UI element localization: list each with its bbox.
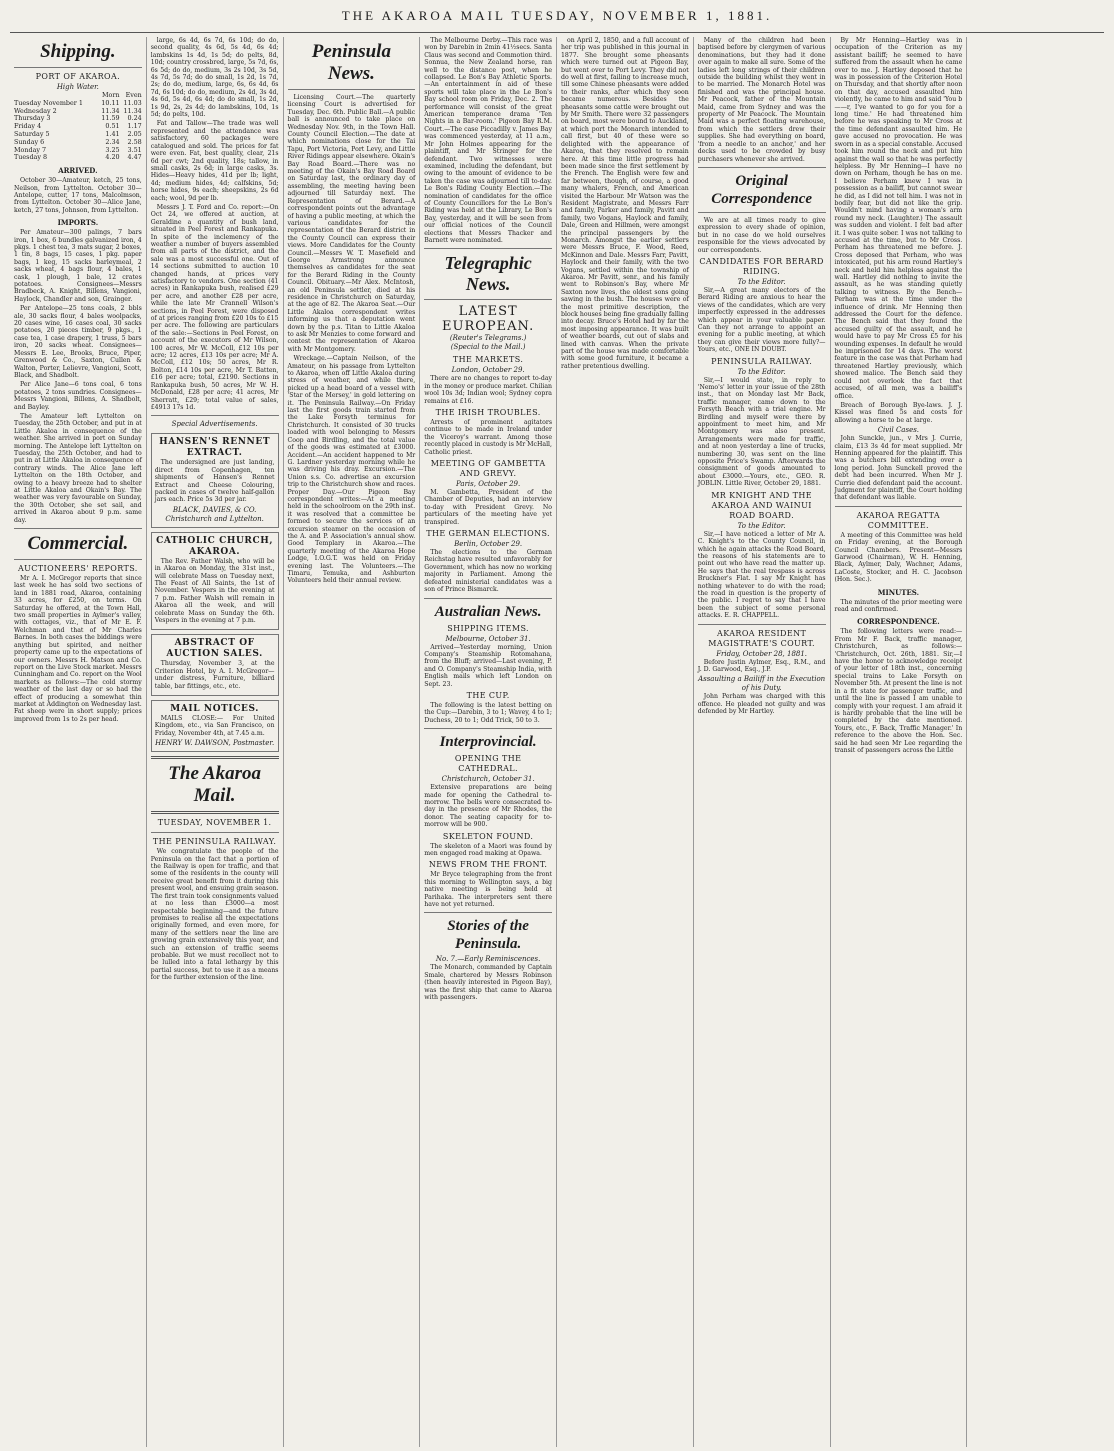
- auction-advert: [151, 634, 279, 696]
- civil-cases-heading: Civil Cases.: [877, 426, 920, 435]
- commercial-text: Mr A. I. McGregor reports that since last week he has sold two sections of land in 1881 road, Akaroa, containing 33 acres, for £250, on terms. On Saturday he offered, at the Town Hall, two small properties in Aylmer's valley, with cottages, viz., that of Mr E. F. Welchman and that of Mr Charles Barnes. In both cases the biddings were anything but spirited, and neither property came up to the expectations of our owners. Messrs H. Matson and Co. report on the Live Stock market. Messrs Cunningham and Co. report on the Wool markets as follows:—The cold stormy weather of the last day or so had the effect of producing a somewhat thin market at Addington on Wednesday last. Fat sheep were in short supply; prices improved from 1s to 2s per head.: [14, 575, 142, 723]
- tide-morn: 10.11: [101, 98, 120, 107]
- stories-heading: Stories of the Peninsula.: [447, 918, 529, 953]
- cathedral-heading: OPENING THE CATHEDRAL.: [454, 754, 522, 774]
- column-5: [557, 37, 694, 1447]
- divider: [151, 811, 279, 814]
- church-advert: [151, 532, 279, 631]
- column-2: [147, 37, 284, 1447]
- railway-letter-heading: PENINSULA RAILWAY.: [711, 356, 813, 366]
- shipping-news-text: The Amateur left Lyttelton on Tuesday, the 25th October, and put in at Little Akaloa in consequence of the weather. She arrived in port on Sunday morning. The Antelope left Lyttelton on Tuesday, the 25th October, and had to put in at Little Akaloa in consequence of contrary winds. The Alice Jane left Lyttelton on the 18th October, and owing to a heavy breeze had to shelter at Little Akaloa and Okain's Bay. The weather was very favourable on Sunday, the 30th October, she set sail, and arrived in Akaroa about 9 p.m. same day.: [14, 412, 142, 524]
- mail-heading: MAIL NOTICES.: [170, 704, 259, 715]
- tide-morn: 2.34: [105, 137, 120, 146]
- column-6: [694, 37, 831, 1447]
- mail-text: MAILS CLOSE:— For United Kingdom, etc., via San Francisco, on Friday, November 4th, at 7.45 a.m.: [154, 715, 275, 737]
- candidates-text: Sir,—A great many electors of the Berard Riding are anxious to hear the views of the candidates, which are very imperfectly expressed in the addresses which appear in your valuable paper. Can they not arrange to appoint an evening for a public meeting, at which they can give their views more fully?—Yours, etc., ONE IN DOUBT.: [697, 286, 826, 354]
- telegraphic-heading: Telegraphic News.: [444, 253, 532, 295]
- front-heading: NEWS FROM THE FRONT.: [428, 860, 548, 870]
- reuter-label: (Reuter's Telegrams.): [449, 334, 527, 343]
- christchurch-dateline: Christchurch, October 31.: [441, 775, 535, 784]
- port-heading: PORT OF AKAROA.: [35, 72, 121, 81]
- imports-text-3: Per Alice Jane—6 tons coal, 6 tons potatoes, 2 tons sundries. Consignees—Messrs Vangioni, Billens, A. Shadbolt, and Bayley.: [14, 381, 142, 411]
- correspondence-heading: CORRESPONDENCE.: [857, 617, 940, 627]
- gambetta-heading: MEETING OF GAMBETTA AND GREVY.: [430, 459, 546, 479]
- latest-european-heading: LATEST EUROPEAN.: [442, 304, 535, 335]
- minutes-text: The minutes of the prior meeting were read and confirmed.: [834, 598, 963, 614]
- german-heading: THE GERMAN ELECTIONS.: [426, 529, 551, 539]
- peninsula-news-heading: Peninsula News.: [311, 41, 391, 84]
- divider: [698, 167, 826, 168]
- regatta-heading: AKAROA REGATTA COMMITTEE.: [856, 510, 941, 530]
- tide-morn: 4.20: [105, 153, 120, 162]
- imports-heading: IMPORTS.: [57, 218, 99, 228]
- church-heading: CATHOLIC CHURCH, AKAROA.: [156, 535, 274, 557]
- tide-col-even: Even: [125, 91, 142, 99]
- tide-even: 11.34: [123, 106, 142, 115]
- divider: [698, 624, 826, 625]
- original-correspondence-heading: Original Correspondence: [711, 172, 813, 207]
- london-dateline: London, October 29.: [451, 366, 525, 375]
- tide-morn: 11.34: [101, 106, 120, 115]
- special-ads-heading: Special Advertisements.: [171, 420, 258, 429]
- tide-morn: 1.41: [105, 129, 120, 138]
- australian-news-heading: Australian News.: [434, 603, 542, 620]
- column-8: [967, 37, 1104, 1447]
- cathedral-text: Extensive preparations are being made for opening the Cathedral to-morrow. The bells were consecrated to-day in the presence of Mr Rhodes, the donor. The seating capacity for to-morrow will be 900.: [424, 784, 552, 829]
- irish-text: Arrests of prominent agitators continue to be made in Ireland under the Viceroy's warrant. Among those recently placed in custody is Mr McHall, Catholic priest.: [424, 419, 552, 456]
- columns: [10, 37, 1104, 1447]
- stories-continued-text: on April 2, 1850, and a full account of her trip was published in this journal in 1877. She brought some pheasants which were turned out at Pigeon Bay, but went over to Port Levy. They did not do well at first, failing to increase much, till some Chinese pheasants were added to their ranks, after which they soon became numerous. Besides the pheasants some cattle were brought out by Mr Smith. There were 32 passengers on board, most were bound to Auckland, at which port the Monarch intended to call first, but 40 of these were so delighted with the appearance of Akaroa, that they resolved to remain here. At this time little progress had been made since the first settlement by the French. The English were few and far between, though, of course, a good many whalers, French, and American visited the Harbour. Mr Watson was the Resident Magistrate, and Messrs Farr and family, Parker and family, Pavitt and family, two Vogans, Haylock and family, Dale, Green and Hillmen, were amongst the principal passengers by the Monarch. Amongst the earlier settlers were Messrs Bruce, F. Wood, Reed, McKinnon and Dale. Messrs Farr, Pavitt, Haylock and their family, with the two Vogans, settled within the township of Akaroa. Mr Pavitt, senr., and his family went to Robinson's Bay, where Mr Saxton now lives, the oldest sons going sawing in the bush. The houses were of the most primitive description, the block houses being fine gradually falling into decay. Bruce's Hotel had by far the most imposing appearance. It was built of weather boards, cut out of slabs and lined with canvas. When the private part of the house was made comfortable with some good furniture, it became a rather pretentious dwelling.: [561, 37, 689, 370]
- civil-cases-text: John Sunckle, jun., v Mrs J. Currie, claim, £13 3s 4d for meat supplied. Mr Henning appeared for the plaintiff. This was a butchers bill extending over a long period. John Sunckell proved the debt had been incurred. When Mr J. Currie died defendant paid the account. Judgment for plaintiff, the Court holding that defendant was liable.: [834, 435, 963, 502]
- tide-even: 2.58: [127, 137, 142, 146]
- column-1: [10, 37, 147, 1447]
- markets-text: There are no changes to report to-day in the money or produce market. Chilian wool 10s 3d; Indian wool; Sydney copra remains at £16.: [424, 375, 552, 405]
- stories-subheading: No. 7.—Early Reminiscences.: [435, 955, 541, 964]
- cup-heading: THE CUP.: [466, 690, 510, 700]
- tide-even: 2.05: [127, 129, 142, 138]
- column-7: [831, 37, 968, 1447]
- mail-signature: HENRY W. DAWSON, Postmaster.: [155, 739, 275, 748]
- arrived-heading: ARRIVED.: [58, 166, 98, 176]
- mail-advert: [151, 700, 279, 752]
- front-text: Mr Bryce telegraphing from the front this morning to Wellington says, a big native meeting is being held at Parihaka. The interpreters sent there have not yet returned.: [424, 871, 552, 909]
- masthead: THE AKAROA MAIL TUESDAY, NOVEMBER 1, 1881.: [10, 0, 1104, 33]
- disclaimer-text: We are at all times ready to give expression to every shade of opinion, but in no case do we hold ourselves responsible for the views advocated by our correspondents.: [697, 216, 826, 254]
- divider: [424, 598, 552, 599]
- rm-court-subheading: Assaulting a Bailiff in the Execution of his Duty.: [698, 675, 826, 693]
- tide-row: [14, 154, 142, 162]
- railway-heading: THE PENINSULA RAILWAY.: [152, 837, 277, 847]
- knight-heading: MR KNIGHT AND THE AKAROA AND WAINUI ROAD BOARD.: [711, 490, 813, 520]
- tide-day: Monday 7: [14, 145, 47, 154]
- auctioneers-heading: AUCTIONEERS' REPORTS.: [17, 564, 138, 574]
- skeleton-text: The skeleton of a Maori was found by men engaged road making at Opawa.: [424, 842, 552, 857]
- minutes-heading: MINUTES.: [877, 587, 920, 597]
- issue-date: TUESDAY, NOVEMBER 1.: [157, 818, 272, 828]
- imports-text-2: Per Antelope—25 tons coals, 2 bbls ale, 30 sacks flour, 4 bales woolpacks, 20 cases wine, 16 cases coal, 30 sacks potatoes, 20 pieces timber, 9 pkgs., 1 case tea, 1 case drapery, 1 truss, 5 bars iron, 20 sacks wheat. Consignees—Messrs E. Lee, Brooks, Bruce, Piper, Grenwood & Co., Saxton, Cullen & Walton, Porter, Lelievre, Vangioni, Scott, Black, and Shadbolt.: [14, 305, 142, 379]
- imports-text: Per Amateur—300 palings, 7 bars iron, 1 box, 6 bundles galvanized iron, 4 pkgs. 1 chest tea, 3 mats sugar, 2 boxes, 1 tin, 8 bags, 15 cases, 1 pkg. paper bags, 1 keg, 15 sacks barleymeal, 2 sacks wheat, 4 bags flour, 4 bales, 1 cask, 1 plough, 1 bale, 12 crates potatoes. Consignees—Messrs Bradbeck, A. Knight, Billens, Vangioni, Haylock, Chandler and son, Grainger.: [14, 229, 142, 303]
- to-editor-label: To the Editor.: [737, 277, 786, 286]
- tide-day: Tuesday 8: [14, 153, 48, 162]
- cup-text: The following is the latest betting on the Cup:—Darebin, 3 to 1; Wavey, 4 to 1; Duchess, 20 to 1; Odd Trick, 50 to 3.: [424, 701, 552, 724]
- fat-tallow-text: Fat and Tallow—The trade was well represented and the attendance was satisfactory, 60 packages were catalogued and sold. The prices for fat were even. Fat, best quality, clear, 21s 6d per cwt; 2nd quality, 18s; tallow, in small casks, 2s 6d; in large casks, 3s. Hides—Heavy hides, 41d per lb; light, 4d; medium hides, 4d; calfskins, 5d; horse hides, 9s each; sheepskins, 2s 6d each; wool, 9d per lb.: [150, 120, 279, 202]
- divider: [14, 559, 142, 560]
- tide-col-morn: Morn: [102, 91, 120, 99]
- railway-letter-text: Sir,—I would state, in reply to 'Nemo's' letter in your issue of the 28th inst., that on Monday last Mr Back, traffic manager, came down to the Forsyth Beach with a trial engine. Mr Birdling and myself were there by appointment to meet him, and Mr Montgomery was also present. Arrangements were made for traffic, and at noon yesterday a line of trucks, numbering 30, was sent on the line opposite Price's Swamp. Afterwards the consignment of goods amounted to about £3000.—Yours, etc., GEO. R. JOBLIN. Little River, October 29, 1881.: [697, 376, 826, 488]
- tide-day: Thursday 3: [14, 114, 51, 123]
- skeleton-heading: SKELETON FOUND.: [442, 831, 534, 841]
- column-4: [420, 37, 557, 1447]
- melbourne-dateline: Melbourne, October 31.: [445, 634, 531, 643]
- commercial-heading: Commercial.: [27, 533, 129, 555]
- peninsula-news-text-2: Wreckage.—Captain Neilson, of the Amateur, on his passage from Lyttelton to Akaroa, when off Little Akaloa during stress of weather, and while there, picked up a head board of a vessel with 'Star of the Mersey,' in gold lettering on it. The Peninsula Railway.—On Friday last the first goods train started from the Lake Forsyth terminus for Christchurch. It consisted of 30 trucks loaded with wool belonging to Messrs Coop and Birdling, and the total value of the goods was estimated at £3000. Accident.—An accident happened to Mr G. Lardner yesterday morning while he was driving his dray. Excursion.—The Union s.s. Co. advertise an excursion trip to the Christchurch show and races. Proper Day.—Our Pigeon Bay correspondent writes:—At a meeting held in the schoolroom on the 29th inst. it was resolved that a committee be formed to secure the services of an excursion steamer on the occasion of the A. and P. Association's annual show. Good Templary in Akaroa.—The quarterly meeting of the Akaroa Hope Lodge, I.O.G.T. was held on Friday evening last. The Volunteers.—The Timaru, Temuka, and Ashburton Volunteers held their annual review.: [287, 355, 416, 585]
- rm-court-text: John Perham was charged with this offence. He pleaded not guilty and was defended by Mr Hartley.: [697, 693, 826, 716]
- tide-day: Saturday 5: [14, 129, 50, 138]
- paper-title: The Akaroa Mail.: [168, 763, 261, 807]
- regatta-text: A meeting of this Committee was held on Friday evening, at the Borough Council Chambers. Present—Messrs Garwood (Chairman), W. H. Henning, Black, Aylmer, Daly, Wachner, Adams, LaCoste, Stocker, and H. C. Jacobson (Hon. Sec.).: [834, 531, 963, 584]
- tide-day: Friday 4: [14, 122, 42, 131]
- church-text: The Rev. Father Walsh, who will be in Akaroa on Monday, the 31st inst., will celebrate Mass on Tuesday next, The Feast of All Saints, the 1st of November. Vespers in the evening at 7 p.m. Father Walsh will remain in Akaroa all the week, and will celebrate Mass on Sunday the 6th. Vespers in the evening at 7 p.m.: [154, 557, 275, 624]
- divider: [424, 728, 552, 729]
- tide-morn: 0.51: [105, 122, 120, 131]
- stories-text: The Monarch, commanded by Captain Smale, chartered by Messrs Robinson (then heavily interested in Pigeon Bay), was the first ship that came to Akaroa with passengers.: [424, 964, 552, 1002]
- auction-text: Thursday, November 3, at the Criterion Hotel, by A. I. McGregor—under distress, Furniture, billiard table, bar fittings, etc., etc.: [154, 660, 275, 690]
- railway-editorial: We congratulate the people of the Peninsula on the fact that a portion of the Railway is open for traffic, and that some of the residents in the county will receive great benefit from it during this present wool, and ensuing grain season. The first train took consignments valued at no less than £3000—a most respectable beginning—and the future promises to realise all the expectations originally formed, and even more, for many of the settlers near the line are growing grain extensively this year, and such an extension of traffic seems probable. But we must recollect not to be lulled into a fatal lethargy by this partial success, but to use it as a means for the further extension of the line.: [150, 848, 279, 982]
- rm-court-heading: AKAROA RESIDENT MAGISTRATE'S COURT.: [708, 628, 815, 648]
- divider: [288, 89, 416, 90]
- tide-even: 3.51: [127, 145, 142, 154]
- markets-heading: THE MARKETS.: [452, 355, 524, 365]
- rm-court-before: Before Justin Aylmer, Esq., R.M., and J. D. Garwood, Esq., J.P.: [697, 658, 826, 673]
- byelaws-text: Breach of Borough Bye-laws. J. J. Kissel was fined 5s and costs for allowing a horse to be at large.: [834, 401, 963, 424]
- tide-morn: 3.25: [105, 145, 120, 154]
- tide-even: 0.24: [127, 114, 142, 123]
- candidates-heading: CANDIDATES FOR BERARD RIDING.: [699, 256, 824, 276]
- divider: [14, 528, 142, 529]
- rm-court-date: Friday, October 28, 1881.: [716, 649, 808, 658]
- special-label: (Special to the Mail.): [450, 343, 526, 352]
- high-water-label: High Water.: [56, 83, 99, 91]
- ford-report-text: Messrs J. T. Ford and Co. report:—On Oct 24, we offered at auction, at Geraldine a quantity of bush land, situated in Peel Forest and Rankapuka. In spite of the inclemency of the weather a number of buyers assembled from all parts of the district, and the sale was a most successful one. Out of 14 sections submitted to auction 10 changed hands, at prices very satisfactory to vendors. One section (41 acres) in Rankapuka bush, realised £29 per acre, and another £28 per acre, while the late Mr Crannell Wilson's sections, in Peel Forest, were disposed of at prices ranging from £20 10s to £15 per acre. The following are particulars of the sale:—Sections in Peel Forest, on account of the executors of Mr Wilson, 100 acres, Mr W. McColl, £12 10s per acre; 12 acres, £13 10s per acre; Mr A. McColl, £12 10s; 50 acres, Mr R. Bolton, £14 10s per acre, Mr T. Batten, £16 per acre; total, £2190. Sections in Rankapuka bush, 50 acres, Mr W. H. McDonald, £28 per acre; 41 acres, Mr Sherratt, £29; total value of sales, £4913 17s 1d.: [150, 203, 279, 411]
- divider: [151, 415, 279, 416]
- shipping-items-text: Arrived—Yesterday morning, Union Company's Steamship Rotomahana, from the Bluff; arrived—Last evening, P. and O. Company's Steamship India, with English mails which left London on Sept. 23.: [424, 643, 552, 688]
- divider: [424, 299, 552, 300]
- tide-table: [14, 92, 142, 162]
- berlin-dateline: Berlin, October 29.: [454, 540, 523, 549]
- shipping-items-heading: SHIPPING ITEMS.: [447, 623, 529, 633]
- tide-day: Tuesday November 1: [14, 98, 83, 107]
- divider: [698, 212, 826, 213]
- auction-heading: ABSTRACT OF AUCTION SALES.: [166, 638, 263, 660]
- to-editor-label: To the Editor.: [737, 367, 786, 376]
- to-editor-label: To the Editor.: [737, 521, 786, 530]
- german-text: The elections to the German Reichstag have resulted unfavorably for Government, which has now no working majority in Parliament. Among the defeated ministerial candidates was a son of Prince Bismarck.: [424, 549, 552, 594]
- divider: [151, 832, 279, 833]
- knight-text: Sir,—I have noticed a letter of Mr A. C. Knight's to the County Council, in which he again attacks the Road Board, the reasons of his statements are to point out who have read the matter up. He says that the real trespass is across Bruckner's Flat. I say Mr Knight has nothing whatever to do with the road; the road in question is the property of the public. I regret to say that I have been the subject of some personal attacks. E. R. CHAPPELL.: [697, 530, 826, 620]
- hansen-signature: BLACK, DAVIES, & CO. Christchurch and Lyttelton.: [165, 505, 264, 523]
- tide-morn: 11.59: [101, 114, 120, 123]
- paris-dateline: Paris, October 29.: [456, 480, 521, 489]
- tide-day: Wednesday 2: [14, 106, 57, 115]
- local-news-text: The Melbourne Derby.—This race was won by Darebin in 2min 41½secs. Santa Claus was second and Commotion third. Sonnua, the New Zealand horse, ran well to the distance post, when he collapsed. Le Bon's Bay Athletic Sports.—An entertainment in aid of these sports will take place in the Le Bon's Bay school room on Friday, Dec. 2. The performance will consist of the great American temperance drama 'Ten Nights in a Bar-room.' Pigeon Bay R.M. Court.—The case Piccadilly v. James Bay was commenced yesterday, at 11 a.m., Mr John Holmes appearing for the plaintiff, and Mr Stringer for the defendant. Two witnesses were examined, including the defendant, but owing to the amount of evidence to be taken the case was adjourned till to-day. Le Bon's Riding County Election.—The nomination of candidates for the office of County Councillors for the Le Bon's Riding was held at the Library, Le Bon's Bay, yesterday, and it will be seen from our official notices of the Council elections that Messrs Thacker and Barnett were nominated.: [424, 37, 552, 244]
- peninsula-news-text: Licensing Court.—The quarterly licensing Court is advertised for Tuesday, Dec. 6th. Public Ball.—A public ball is announced to take place on Wednesday Nov. 9th, in the Town Hall. County Council Election.—The date at which nominations close for the Tai Tapu, Port Victoria, Port Levy, and Little River Ridings appear elsewhere. Okain's Bay Road Board.—There was no meeting of the Okain's Bay Road Board on Saturday last, the ordinary day of assembling, the meeting having been adjourned till Saturday next. The Representation of Berard.—A correspondent points out the advantage of having a public meeting, at which the various candidates for the representation of the Berard district in the County Council can express their views. More Candidates for the County Council.—Messrs W. T. Masefield and George Armstrong announce themselves as candidates for the seat for the Berard Riding in the County Council. Obituary.—Mr Alex. McIntosh, an old Peninsula settler, died at his residence in Christchurch on Saturday, at the age of 82. The Akaroa Seat.—Our Little Akaloa correspondent writes informing us that a deputation went down by the p.s. Titan to Little Akaloa to ask Mr Menzies to come forward and contest the representation of Akaroa with Mr Montgomery.: [287, 94, 416, 353]
- shipping-heading: Shipping.: [40, 41, 116, 62]
- hansen-heading: HANSEN'S RENNET EXTRACT.: [159, 437, 271, 459]
- column-3: [284, 37, 421, 1447]
- divider: [424, 912, 552, 913]
- divider: [424, 248, 552, 249]
- arrived-text: October 30—Amateur, ketch, 25 tons, Neilson, from Lyttelton. October 30—Antelope, cutter, 17 tons, Malcolmson, from Lyttelton. October 30—Alice Jane, ketch, 27 tons, Johnson, from Lyttelton.: [14, 177, 142, 214]
- hansen-text: The undersigned are just landing, direct from Copenhagen, ten shipments of Hansen's Rennet Extract and Cheese Colouring, packed in cases of twelve half-gallon jars each. Price 5s 3d per jar.: [154, 459, 275, 504]
- tide-day: Sunday 6: [14, 137, 45, 146]
- tide-even: 11.03: [123, 98, 142, 107]
- divider: [835, 506, 963, 507]
- market-prices-text: large, 6s 4d, 6s 7d, 6s 10d; do do, second quality, 4s 6d, 5s 4d, 6s 4d; lambskins 1s 4d, 1s 5d; do pelts, 8d, 10d; country crossbred, large, 5s 7d, 6s, 6s 5d; do do, medium, 3s 2s 10d, 3s 5d, 4s 7d, 5s 7d; do do small, 1s 2d, 1s 7d, 2s; do do, medium, large, 6s, 6s 4d, 6s 7d, 6s 10d; do do, medium, 2s 4d, 3s 4d, 4s 6d, 5s 4d, 6s 4d; do do small, 1s 2d, 1s 9d, 2s, 2s 4d; do lambskins, 10d, 1s 5d; do pelts, 10d.: [150, 37, 279, 119]
- divider: [14, 67, 142, 68]
- interprovincial-heading: Interprovincial.: [439, 734, 537, 751]
- gambetta-text: M. Gambetta, President of the Chamber of Deputies, had an interview to-day with President Grevy. No particulars of the meeting have yet transpired.: [424, 489, 552, 526]
- tide-even: 4.47: [127, 153, 142, 162]
- hansen-advert: [151, 433, 279, 527]
- stories-end-text: Many of the children had been baptised before by clergymen of various denominations, but they had it done over again to make all sure. Some of the ladies left long strings of their children outside the building whilst they went in to be married. The Monarch Hotel was finished and was the principal house. Mr Peacock, father of the Mountain Maid, came from Sydney and was the property of Mr Peacock. The Mountain Maid was a perfect floating warehouse, from which the settlers drew their supplies. She had everything on board, 'from a needle to an anchor,' and her decks used to be crowded by busy purchasers whenever she arrived.: [697, 37, 826, 163]
- irish-heading: THE IRISH TROUBLES.: [435, 408, 541, 417]
- correspondence-text: The following letters were read:— From Mr F. Back, traffic manager, Christchurch, as follows:— 'Christchurch, Oct. 26th, 1881. Sir,—I have the honor to acknowledge receipt of your letter of 18th inst., concerning special trains to Lake Forsyth on November 5th. At present the line is not in a fit state for passenger traffic, and until the line is passed I am unable to comply with your request. I am afraid it is hardly probable that the line will be completed by the date mentioned. Yours, etc., F. Back, Traffic Manager.' In reference to the above the Hon. Sec. said he had seen Mr Lee regarding the transit of passengers across the Little: [834, 628, 963, 754]
- divider: [151, 756, 279, 759]
- tide-even: 1.17: [127, 122, 142, 131]
- court-evidence-text: By Mr Henning—Hartley was in occupation of the Criterion as my assistant bailiff; he seemed to have suffered from the assault when he came over to me. J. Hartley deposed that he was in possession of the Criterion Hotel on Thursday, and that shortly after noon on that day, accused assaulted him violently, he came to him and said 'You b——r, I've wanted to go for you for a long time.' He had threatened him before he was speaking to Mr Cross at the time defendant assaulted him. He gave accused no provocation. He was sworn in as a special constable. Accused took him round the neck and put him against the wall so that he was perfectly helpless. By Mr Henning—I have no down on Perham, though he has on me. I believe Perham knew I was in possession as a bailiff, but cannot swear he did, as I did not tell him. I was not in bodily fear, but did not like the grip. Wouldn't mind having a woman's arm round my neck. (Laughter.) The assault was sudden and violent. I felt bad after it. I was quite sober. I was not talking to accused at the time, but to Mr Cross. Perham has threatened me before. J. Cross deposed that Perham, who was intoxicated, put his arm round Hartley's neck and held him helpless against the wall. Hartley did nothing to invite the assault, as he was standing quietly talking to witness. By the Bench—Perham was at the time under the influence of drink. Mr Henning then addressed the Court for the defence. The Bench said that they found the accused guilty of the assault, and he would have to pay Mr Cross £5 for his wounding expenses. In default he would be imprisoned for 14 days. The worst feature in the case was that Perham had threatened Hartley previously, which showed malice. The Bench said they could not overlook the fact that accused, of all men, was a bailiff's office.: [834, 37, 963, 400]
